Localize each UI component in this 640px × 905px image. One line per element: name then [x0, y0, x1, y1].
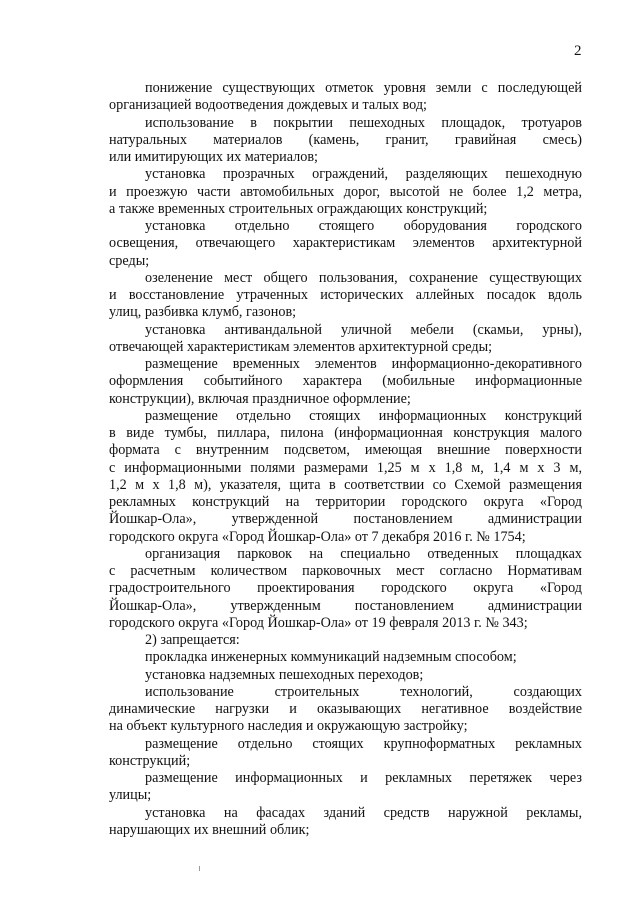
page-number: 2	[574, 43, 582, 59]
text-line: использование строительных технологий, создающих	[145, 683, 582, 700]
text-line: рекламных конструкций на территории городского округа «Город	[109, 494, 582, 510]
text-line: организацией водоотведения дождевых и талых вод;	[109, 97, 427, 114]
text-line: нарушающих их внешний облик;	[109, 821, 310, 838]
text-line: конструкций;	[109, 752, 191, 769]
text-line: 2) запрещается:	[145, 632, 240, 648]
text-line: отвечающей характеристикам элементов архитектурной среды;	[109, 338, 493, 355]
text-line: и восстановление утраченных исторических аллейных посадок вдоль	[109, 287, 582, 303]
text-line: натуральных материалов (камень, гранит, гравийная смесь)	[109, 131, 582, 148]
text-line: Йошкар-Ола», утвержденным постановлением администрации	[109, 597, 582, 614]
text-line: среды;	[109, 252, 150, 269]
text-line: установка отдельно стоящего оборудования городского	[145, 218, 582, 234]
text-line: с информационными полями размерами 1,25 м х 1,8 м, 1,4 м х 3 м,	[109, 459, 582, 476]
text-line: прокладка инженерных коммуникаций надземным способом;	[145, 649, 517, 666]
scan-artifact	[199, 866, 200, 871]
text-line: установка надземных пешеходных переходов;	[145, 666, 424, 683]
text-line: городского округа «Город Йошкар-Ола» от 19 февраля 2013 г. № 343;	[109, 614, 528, 631]
document-body	[109, 80, 582, 839]
text-line: размещение временных элементов информационно-декоративного	[145, 356, 582, 372]
text-line: установка прозрачных ограждений, разделяющих пешеходную	[145, 166, 582, 183]
text-line: конструкции), включая праздничное оформление;	[109, 390, 411, 407]
text-line: городского округа «Город Йошкар-Ола» от 7 декабря 2016 г. № 1754;	[109, 528, 526, 545]
text-line: освещения, отвечающего характеристикам элементов архитектурной	[109, 235, 582, 252]
text-line: улицы;	[109, 787, 152, 804]
text-line: озеленение мест общего пользования, сохранение существующих	[145, 269, 582, 286]
text-line: понижение существующих отметок уровня земли с последующей	[145, 80, 582, 96]
text-line: улиц, разбивка клумб, газонов;	[109, 304, 297, 321]
text-line: размещение информационных и рекламных перетяжек через	[145, 770, 582, 786]
text-line: использование в покрытии пешеходных площадок, тротуаров	[145, 114, 582, 131]
text-line: формата с внутренним подсветом, имеющая внешние поверхности	[109, 442, 582, 459]
text-line: с расчетным количеством парковочных мест согласно Нормативам	[109, 563, 582, 579]
text-line: в виде тумбы, пиллара, пилона (информационная конструкция малого	[109, 425, 582, 441]
text-line: Йошкар-Ола», утвержденной постановлением администрации	[109, 511, 582, 528]
text-line: на объект культурного наследия и окружающую застройку;	[109, 718, 468, 735]
text-line: установка антивандальной уличной мебели (скамьи, урны),	[145, 321, 582, 338]
text-line: градостроительного проектирования городского округа «Город	[109, 580, 582, 597]
text-line: оформления событийного характера (мобильные информационные	[109, 373, 582, 390]
text-line: динамические нагрузки и оказывающих негативное воздействие	[109, 701, 582, 717]
text-line: а также временных строительных ограждающих конструкций;	[109, 200, 488, 217]
text-line: размещение отдельно стоящих крупноформатных рекламных	[145, 735, 582, 752]
text-line: организация парковок на специально отведенных площадках	[145, 545, 582, 562]
text-line: или имитирующих их материалов;	[109, 149, 318, 165]
text-line: установка на фасадах зданий средств наружной рекламы,	[145, 804, 582, 821]
text-line: размещение отдельно стоящих информационных конструкций	[145, 407, 582, 424]
text-line: 1,2 м х 1,8 м), указателя, щита в соответствии со Схемой размещения	[109, 476, 582, 493]
text-line: и проезжую части автомобильных дорог, высотой не более 1,2 метра,	[109, 183, 582, 200]
